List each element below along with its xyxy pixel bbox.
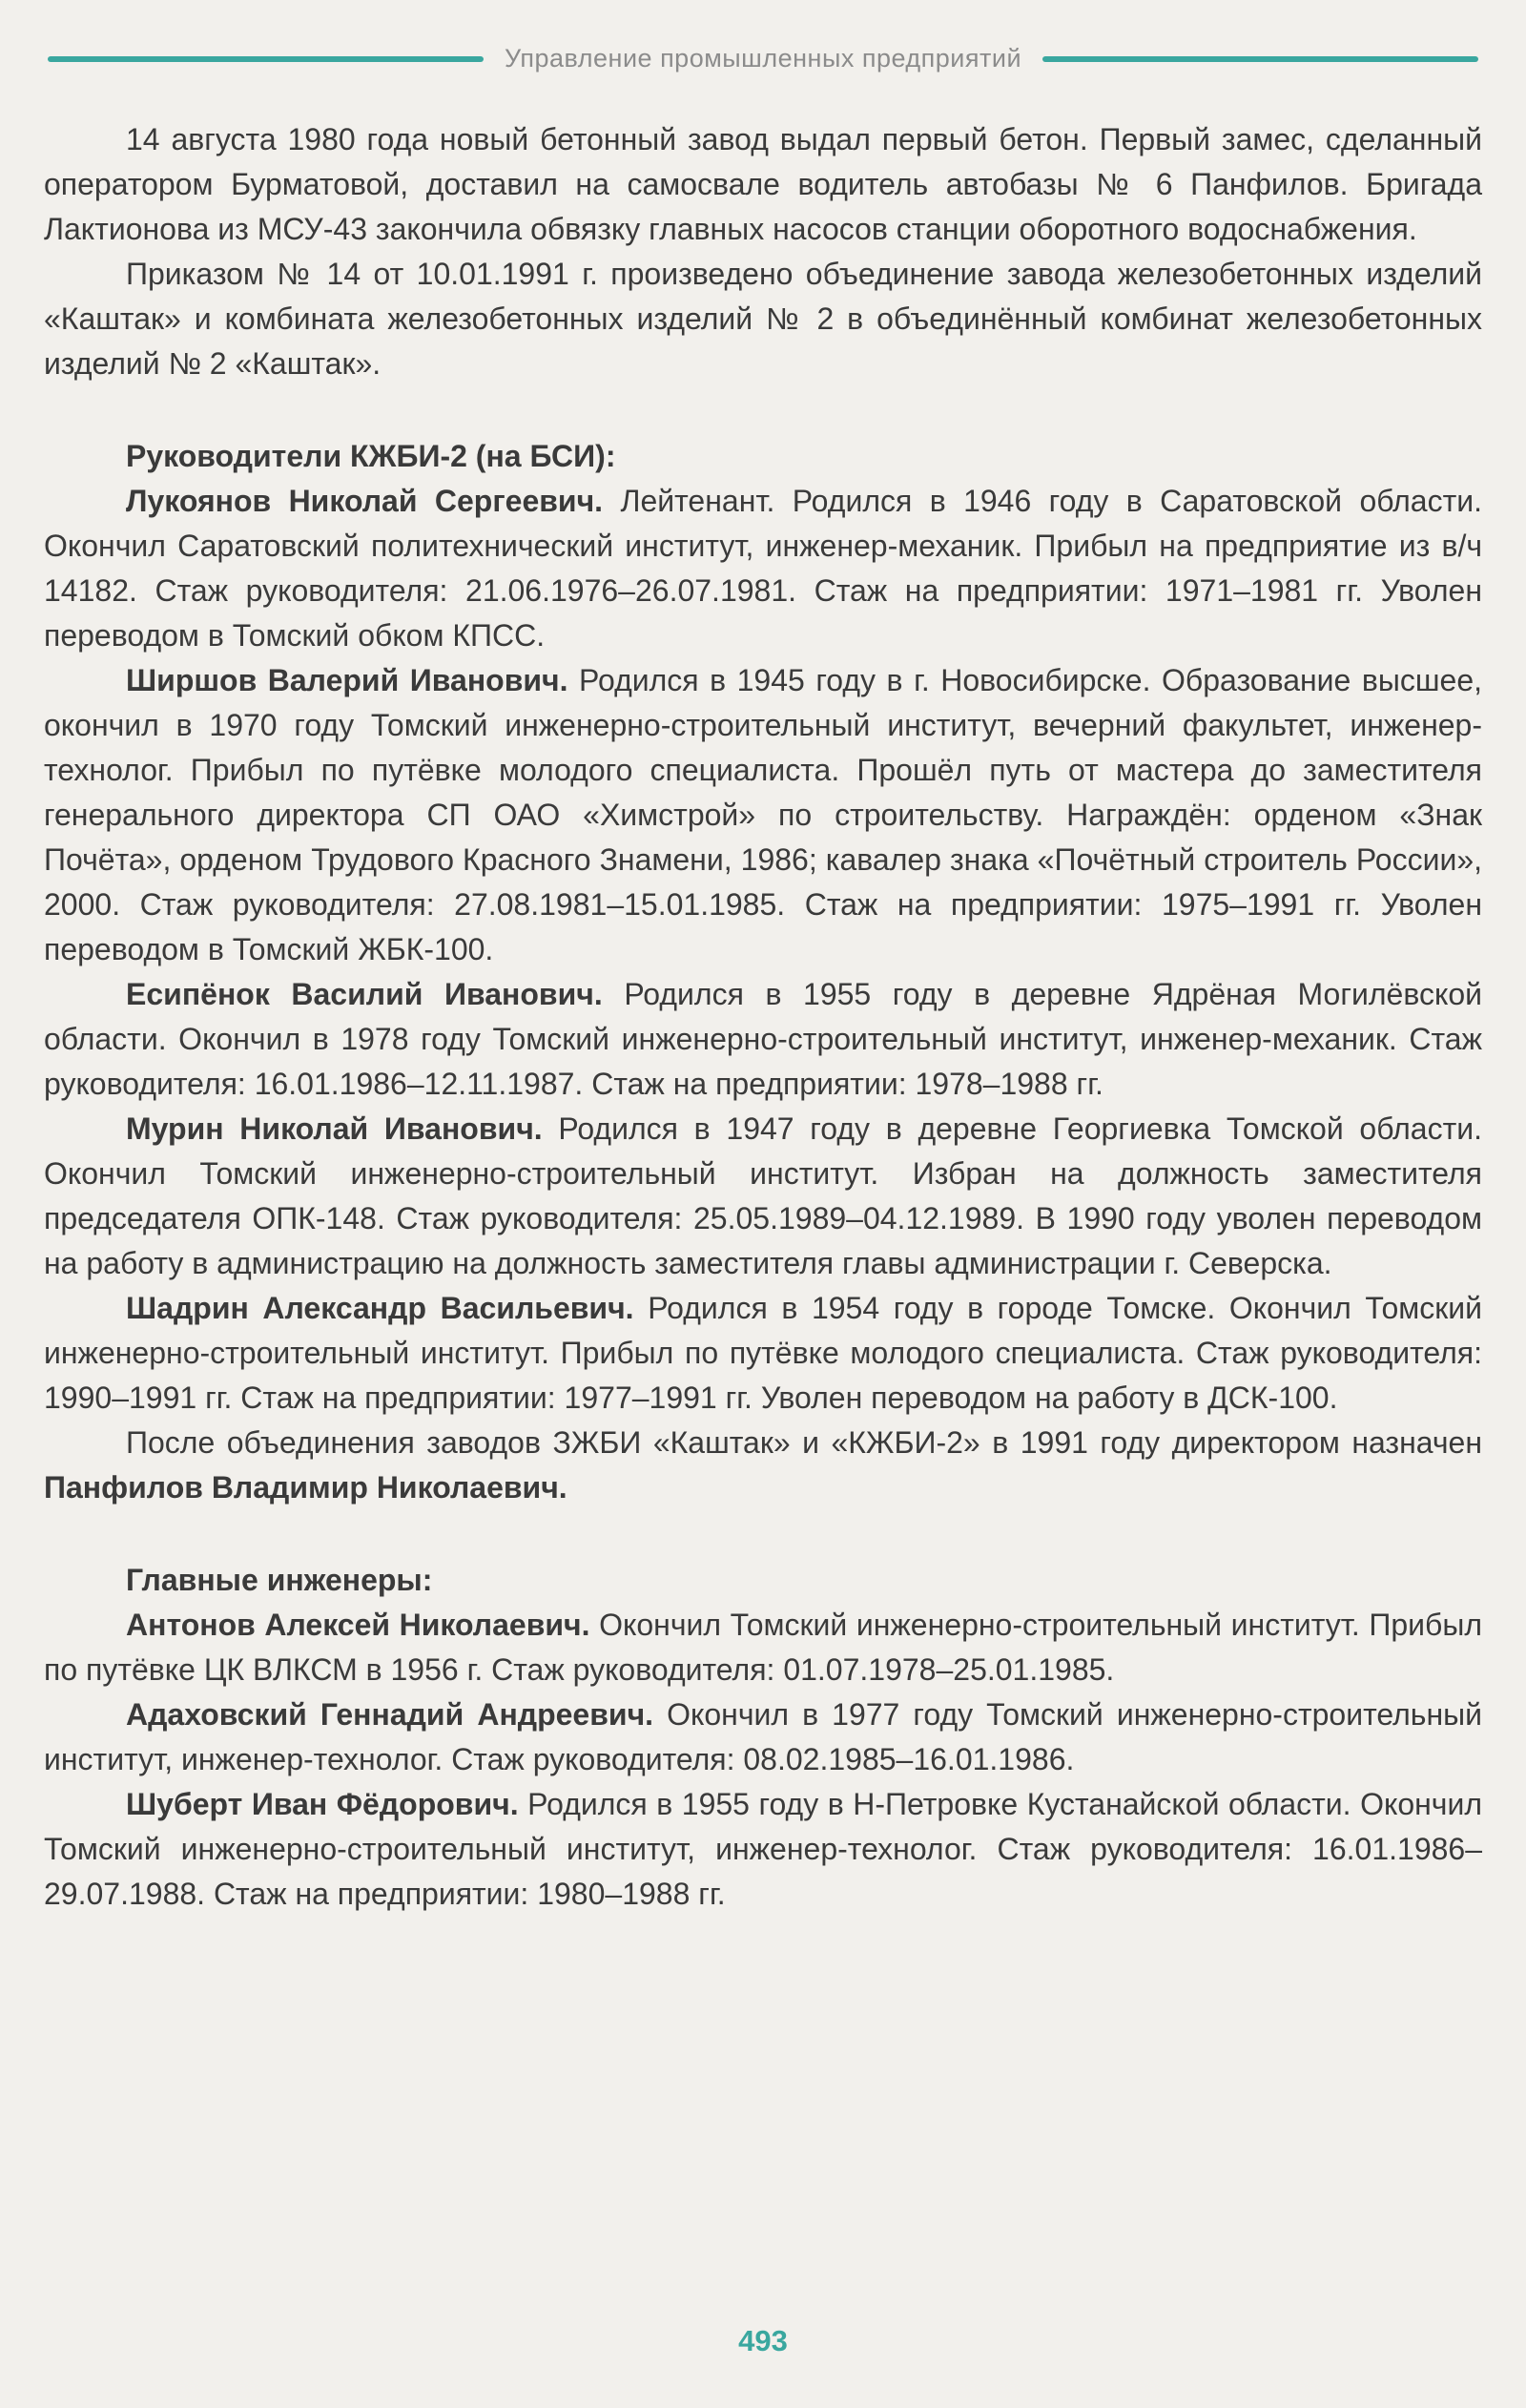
leader-entry xyxy=(44,972,1482,1107)
page-body xyxy=(44,117,1482,1917)
intro-paragraph-2: Приказом № 14 от 10.01.1991 г. произведено объединение завода железобетонных изделий «Каштак» и комбината железобетонных изделий № 2 в объединённый комбинат железобетонных изделий № 2 «Каштак». xyxy=(44,257,1482,381)
leader-name: Мурин Николай Иванович. xyxy=(126,1111,543,1146)
leader-name: Ширшов Валерий Иванович. xyxy=(126,663,568,697)
engineer-bio: Родился в 1955 году в Н-Петровке Кустанайской области. Окончил Томский инженерно-строительный институт, инженер-технолог. Стаж руководителя: 16.01.1986–29.07.1988. Стаж на предприятии: 1980–1988 гг. xyxy=(44,1787,1483,1911)
engineer-bio: Окончил Томский инженерно-строительный институт. Прибыл по путёвке ЦК ВЛКСМ в 1956 г. Стаж руководителя: 01.07.1978–25.01.1985. xyxy=(44,1608,1483,1687)
leader-name: Лукоянов Николай Сергеевич. xyxy=(126,484,604,518)
section-heading-engineers: Главные инженеры: xyxy=(126,1563,433,1597)
leader-entry xyxy=(44,1107,1482,1286)
section-gap xyxy=(44,1510,1482,1558)
engineer-entry xyxy=(44,1692,1482,1782)
page-number: 493 xyxy=(738,2324,788,2357)
engineer-entry xyxy=(44,1603,1482,1692)
leader-entry xyxy=(44,658,1482,972)
engineer-entry xyxy=(44,1782,1482,1917)
running-header-title: Управление промышленных предприятий xyxy=(504,44,1022,73)
merger-note xyxy=(44,1421,1482,1510)
leader-name: Есипёнок Василий Иванович. xyxy=(126,977,603,1011)
engineer-name: Адаховский Геннадий Андреевич. xyxy=(126,1697,654,1732)
engineer-bio: Окончил в 1977 году Томский инженерно-строительный институт, инженер-технолог. Стаж руководителя: 08.02.1985–16.01.1986. xyxy=(44,1697,1483,1776)
header-rule-right xyxy=(1042,56,1478,62)
leader-name: Шадрин Александр Васильевич. xyxy=(126,1291,634,1325)
engineer-name: Шуберт Иван Фёдорович. xyxy=(126,1787,519,1821)
leader-entry xyxy=(44,479,1482,658)
running-header xyxy=(48,44,1478,73)
header-rule-left xyxy=(48,56,484,62)
leader-bio: Родился в 1947 году в деревне Георгиевка Томской области. Окончил Томский инженерно-строительный институт. Избран на должность заместителя председателя ОПК-148. Стаж руководителя: 25.05.1989–04.12.1989. В 1990 году уволен переводом на работу в администрацию на должность заместителя главы администрации г. Северска. xyxy=(44,1111,1483,1280)
merger-note-text: После объединения заводов ЗЖБИ «Каштак» и «КЖБИ-2» в 1991 году директором назначен xyxy=(126,1425,1482,1460)
leader-bio: Родился в 1945 году в г. Новосибирске. Образование высшее, окончил в 1970 году Томский инженерно-строительный институт, вечерний факультет, инженер-технолог. Прибыл по путёвке молодого специалиста. Прошёл путь от мастера до заместителя генерального директора СП ОАО «Химстрой» по строительству. Награждён: орденом «Знак Почёта», орденом Трудового Красного Знамени, 1986; кавалер знака «Почётный строитель России», 2000. Стаж руководителя: 27.08.1981–15.01.1985. Стаж на предприятии: 1975–1991 гг. Уволен переводом в Томский ЖБК-100. xyxy=(44,663,1483,966)
leader-entry xyxy=(44,1286,1482,1421)
merger-note-name: Панфилов Владимир Николаевич. xyxy=(44,1470,567,1505)
engineer-name: Антонов Алексей Николаевич. xyxy=(126,1608,590,1642)
leader-bio: Лейтенант. Родился в 1946 году в Саратовской области. Окончил Саратовский политехнический институт, инженер-механик. Прибыл на предприятие из в/ч 14182. Стаж руководителя: 21.06.1976–26.07.1981. Стаж на предприятии: 1971–1981 гг. Уволен переводом в Томский обком КПСС. xyxy=(44,484,1483,653)
leader-bio: Родился в 1954 году в городе Томске. Окончил Томский инженерно-строительный институт. Прибыл по путёвке молодого специалиста. Стаж руководителя: 1990–1991 гг. Стаж на предприятии: 1977–1991 гг. Уволен переводом на работу в ДСК-100. xyxy=(44,1291,1483,1415)
intro-paragraph-1: 14 августа 1980 года новый бетонный завод выдал первый бетон. Первый замес, сделанный оператором Бурматовой, доставил на самосвале водитель автобазы № 6 Панфилов. Бригада Лактионова из МСУ-43 закончила обвязку главных насосов станции оборотного водоснабжения. xyxy=(44,122,1482,246)
section-heading-leaders: Руководители КЖБИ-2 (на БСИ): xyxy=(126,439,616,473)
section-gap xyxy=(44,386,1482,434)
leader-bio: Родился в 1955 году в деревне Ядрёная Могилёвской области. Окончил в 1978 году Томский инженерно-строительный институт, инженер-механик. Стаж руководителя: 16.01.1986–12.11.1987. Стаж на предприятии: 1978–1988 гг. xyxy=(44,977,1483,1101)
